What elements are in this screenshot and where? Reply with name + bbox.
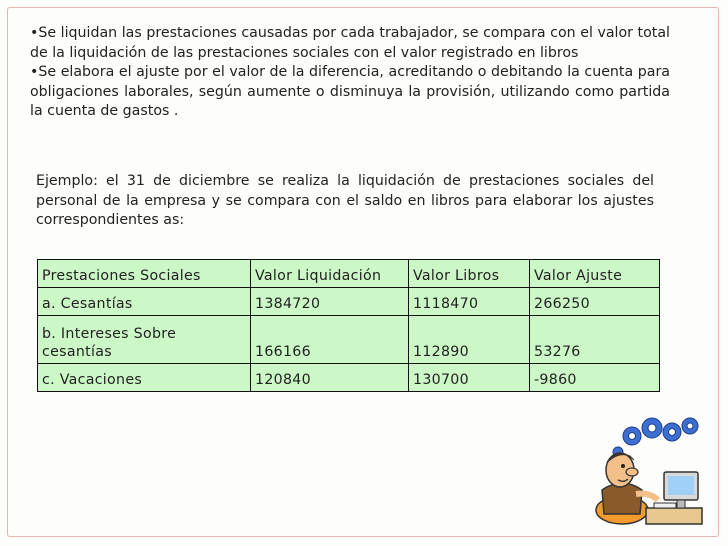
table-cell: b. Intereses Sobre cesantías — [38, 316, 251, 364]
bullet-item-1: •Se liquidan las prestaciones causadas por cada trabajador, se compara con el valor total de la liquidación de las prestaciones sociales con el valor registrado en libros — [30, 25, 670, 61]
table-cell: -9860 — [530, 364, 660, 392]
table-row — [38, 364, 660, 392]
header-valor-libros: Valor Libros — [409, 260, 530, 288]
table-cell: a. Cesantías — [38, 288, 251, 316]
table-cell: 266250 — [530, 288, 660, 316]
gears-icon — [613, 418, 698, 457]
table-cell: 53276 — [530, 316, 660, 364]
bullet-list — [30, 24, 670, 122]
table-cell: 166166 — [251, 316, 409, 364]
table-cell: 130700 — [409, 364, 530, 392]
header-valor-ajuste: Valor Ajuste — [530, 260, 660, 288]
bullet-item-2: •Se elabora el ajuste por el valor de la diferencia, acreditando o debitando la cuenta para obligaciones laborales, según aumente o disminuya la provisión, utilizando como partida la cuenta de gastos . — [30, 64, 670, 119]
table-cell: 120840 — [251, 364, 409, 392]
table-row — [38, 316, 660, 364]
example-paragraph: Ejemplo: el 31 de diciembre se realiza la liquidación de prestaciones sociales del personal de la empresa y se compara con el saldo en libros para elaborar los ajustes correspondientes as: — [36, 173, 654, 228]
header-valor-liquidacion: Valor Liquidación — [251, 260, 409, 288]
prestaciones-table — [37, 259, 660, 392]
table-cell: 1384720 — [251, 288, 409, 316]
header-prestaciones: Prestaciones Sociales — [38, 260, 251, 288]
table-header-row — [38, 260, 660, 288]
table-cell: 112890 — [409, 316, 530, 364]
table-cell: 1118470 — [409, 288, 530, 316]
cartoon-illustration — [580, 410, 705, 530]
table-cell: c. Vacaciones — [38, 364, 251, 392]
table-row — [38, 288, 660, 316]
